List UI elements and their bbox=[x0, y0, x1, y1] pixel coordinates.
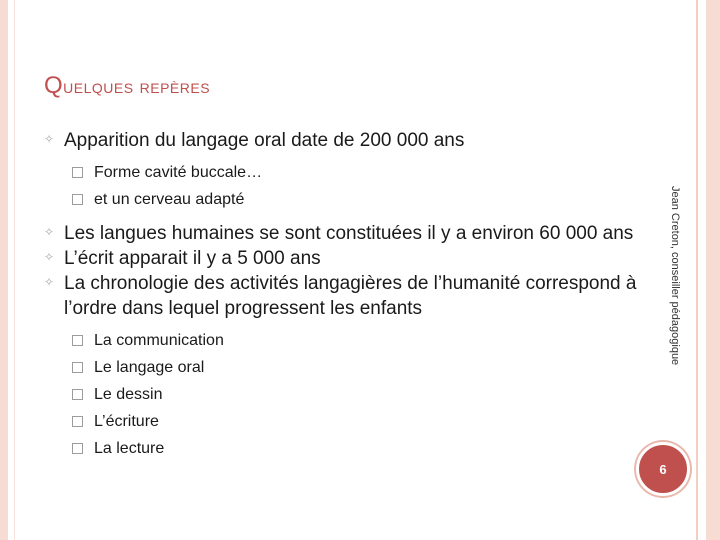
sub-bullet-item bbox=[44, 186, 644, 213]
sub-bullet-text: Forme cavité buccale… bbox=[94, 164, 263, 181]
slide-title bbox=[44, 72, 210, 100]
ornamental-bullet-icon: ✧ bbox=[44, 132, 55, 146]
bullet-text: Les langues humaines se sont constituées il y a environ 60 000 ans bbox=[64, 223, 634, 244]
title-initial: Q bbox=[44, 72, 64, 99]
title-rest: uelques repères bbox=[63, 76, 211, 98]
sub-bullet-item bbox=[44, 435, 644, 462]
sub-bullet-item bbox=[44, 159, 644, 186]
bullet-item bbox=[44, 271, 644, 321]
sub-bullet-item bbox=[44, 381, 644, 408]
sub-bullet-text: et un cerveau adapté bbox=[94, 191, 245, 208]
sub-bullet-text: L’écriture bbox=[94, 413, 159, 430]
square-bullet-icon bbox=[72, 443, 83, 454]
right-frame-border bbox=[706, 0, 720, 540]
bullet-text: La chronologie des activités langagières de l’humanité correspond à l’ordre dans lequel progressent les enfants bbox=[64, 273, 637, 319]
slide-content bbox=[44, 128, 644, 462]
left-frame-line bbox=[14, 0, 15, 540]
sub-bullet-item bbox=[44, 327, 644, 354]
sub-bullet-text: La communication bbox=[94, 332, 224, 349]
sub-bullet-text: La lecture bbox=[94, 440, 165, 457]
page-number-badge: 6 bbox=[636, 442, 690, 496]
bullet-text: Apparition du langage oral date de 200 000 ans bbox=[64, 130, 465, 151]
left-frame-border bbox=[0, 0, 8, 540]
square-bullet-icon bbox=[72, 362, 83, 373]
ornamental-bullet-icon: ✧ bbox=[44, 225, 55, 239]
square-bullet-icon bbox=[72, 167, 83, 178]
bullet-text: L’écrit apparait il y a 5 000 ans bbox=[64, 248, 321, 269]
square-bullet-icon bbox=[72, 335, 83, 346]
sub-bullet-item bbox=[44, 408, 644, 435]
right-frame-line bbox=[696, 0, 698, 540]
sub-bullet-text: Le langage oral bbox=[94, 359, 205, 376]
square-bullet-icon bbox=[72, 389, 83, 400]
sub-bullet-item bbox=[44, 354, 644, 381]
bullet-item bbox=[44, 128, 644, 153]
author-side-note: Jean Creton, conseiller pédagogique bbox=[669, 186, 681, 366]
bullet-item bbox=[44, 221, 644, 246]
ornamental-bullet-icon: ✧ bbox=[44, 250, 55, 264]
sub-bullet-text: Le dessin bbox=[94, 386, 163, 403]
bullet-item bbox=[44, 246, 644, 271]
square-bullet-icon bbox=[72, 416, 83, 427]
square-bullet-icon bbox=[72, 194, 83, 205]
ornamental-bullet-icon: ✧ bbox=[44, 275, 55, 289]
